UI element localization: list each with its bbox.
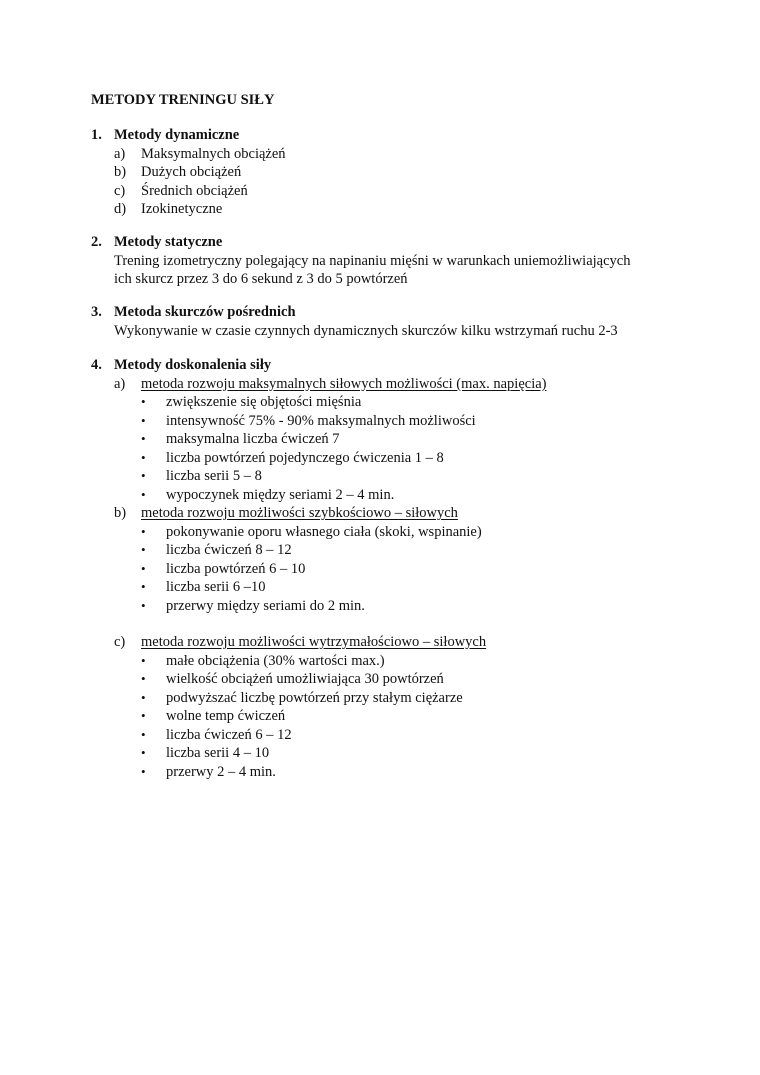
bullet-item xyxy=(141,578,691,597)
subsection-title: metoda rozwoju możliwości szybkościowo – siłowych xyxy=(141,505,458,521)
section-heading xyxy=(91,356,691,375)
item-letter: c) xyxy=(114,634,126,650)
section-title: Metoda skurczów pośrednich xyxy=(114,304,296,320)
section-title: Metody doskonalenia siły xyxy=(114,357,272,373)
bullet-text: liczba powtórzeń 6 – 10 xyxy=(166,560,306,577)
body-line: Trening izometryczny polegający na napinaniu mięśni w warunkach uniemożliwiających xyxy=(114,252,631,269)
bullet-item xyxy=(141,541,691,560)
item-text: Izokinetyczne xyxy=(141,201,223,217)
item-text: Średnich obciążeń xyxy=(141,182,248,199)
list-item xyxy=(114,200,691,219)
bullet-item xyxy=(141,744,691,763)
bullet-icon: • xyxy=(141,468,146,483)
list-item xyxy=(114,163,691,182)
bullet-item xyxy=(141,652,691,671)
item-text: Dużych obciążeń xyxy=(141,164,242,180)
bullet-item xyxy=(141,393,691,412)
bullet-text: przerwy między seriami do 2 min. xyxy=(166,597,365,614)
bullet-text: maksymalna liczba ćwiczeń 7 xyxy=(166,431,340,447)
bullet-text: liczba ćwiczeń 6 – 12 xyxy=(166,726,292,743)
section-dynamic-methods xyxy=(91,126,691,219)
bullet-item xyxy=(141,486,691,505)
bullet-item xyxy=(141,763,691,782)
bullet-icon: • xyxy=(141,708,146,723)
section-heading xyxy=(91,303,691,322)
bullet-icon: • xyxy=(141,431,146,446)
bullet-icon: • xyxy=(141,449,146,465)
bullet-item xyxy=(141,707,691,726)
bullet-icon: • xyxy=(141,542,146,557)
section-static-methods xyxy=(91,233,691,289)
bullet-icon: • xyxy=(141,763,146,779)
bullet-icon: • xyxy=(141,745,146,760)
page-title: METODY TRENINGU SIŁY xyxy=(91,92,275,108)
section-number: 1. xyxy=(91,127,102,143)
item-letter: b) xyxy=(114,505,127,521)
item-letter: a) xyxy=(114,375,126,392)
bullet-text: liczba serii 4 – 10 xyxy=(166,745,270,761)
bullet-item xyxy=(141,670,691,689)
section-intermediate-contractions xyxy=(91,303,691,340)
bullet-item xyxy=(141,726,691,745)
bullet-text: intensywność 75% - 90% maksymalnych możliwości xyxy=(166,412,476,429)
bullet-icon: • xyxy=(141,652,146,668)
bullet-text: pokonywanie oporu własnego ciała (skoki, wspinanie) xyxy=(166,523,482,540)
section-heading xyxy=(91,233,691,252)
bullet-icon: • xyxy=(141,726,146,742)
bullet-text: liczba serii 6 –10 xyxy=(166,579,266,595)
bullet-item xyxy=(141,597,691,616)
bullet-item xyxy=(141,523,691,542)
bullet-item xyxy=(141,430,691,449)
bullet-icon: • xyxy=(141,671,146,686)
bullet-icon: • xyxy=(141,486,146,502)
bullet-text: wypoczynek między seriami 2 – 4 min. xyxy=(166,486,395,503)
subsection-title: metoda rozwoju maksymalnych siłowych możliwości (max. napięcia) xyxy=(141,375,547,392)
item-letter: a) xyxy=(114,145,126,162)
section-title: Metody dynamiczne xyxy=(114,127,240,143)
section-number: 2. xyxy=(91,234,102,250)
list-item xyxy=(114,145,691,164)
bullet-item xyxy=(141,449,691,468)
bullet-text: wielkość obciążeń umożliwiająca 30 powtórzeń xyxy=(166,671,444,687)
bullet-text: liczba powtórzeń pojedynczego ćwiczenia 1 – 8 xyxy=(166,449,444,466)
bullet-icon: • xyxy=(141,560,146,576)
bullet-text: podwyższać liczbę powtórzeń przy stałym ciężarze xyxy=(166,689,463,706)
bullet-text: wolne temp ćwiczeń xyxy=(166,708,286,724)
body-line: Wykonywanie w czasie czynnych dynamicznych skurczów kilku wstrzymań ruchu 2-3 xyxy=(114,322,618,339)
bullet-text: małe obciążenia (30% wartości max.) xyxy=(166,652,385,669)
section-heading xyxy=(91,126,691,145)
bullet-icon: • xyxy=(141,689,146,705)
subsection-heading xyxy=(114,633,691,652)
list-item xyxy=(114,182,691,201)
item-letter: c) xyxy=(114,182,126,199)
bullet-item xyxy=(141,412,691,431)
bullet-icon: • xyxy=(141,394,146,409)
item-letter: b) xyxy=(114,164,127,180)
section-title: Metody statyczne xyxy=(114,234,223,250)
subsection-heading xyxy=(114,375,691,394)
bullet-text: liczba ćwiczeń 8 – 12 xyxy=(166,542,292,558)
subsection-heading xyxy=(114,504,691,523)
bullet-item xyxy=(141,560,691,579)
bullet-icon: • xyxy=(141,597,146,613)
bullet-text: zwiększenie się objętości mięśnia xyxy=(166,394,362,410)
bullet-text: liczba serii 5 – 8 xyxy=(166,468,262,484)
bullet-icon: • xyxy=(141,579,146,594)
subsection-title: metoda rozwoju możliwości wytrzymałościowo – siłowych xyxy=(141,634,487,650)
bullet-text: przerwy 2 – 4 min. xyxy=(166,763,276,780)
bullet-item xyxy=(141,467,691,486)
item-text: Maksymalnych obciążeń xyxy=(141,145,286,162)
bullet-item xyxy=(141,689,691,708)
section-strength-improvement xyxy=(91,356,691,781)
section-number: 4. xyxy=(91,357,102,373)
bullet-icon: • xyxy=(141,523,146,539)
bullet-icon: • xyxy=(141,412,146,428)
section-number: 3. xyxy=(91,304,102,320)
item-letter: d) xyxy=(114,201,127,217)
body-line: ich skurcz przez 3 do 6 sekund z 3 do 5 powtórzeń xyxy=(114,271,408,287)
